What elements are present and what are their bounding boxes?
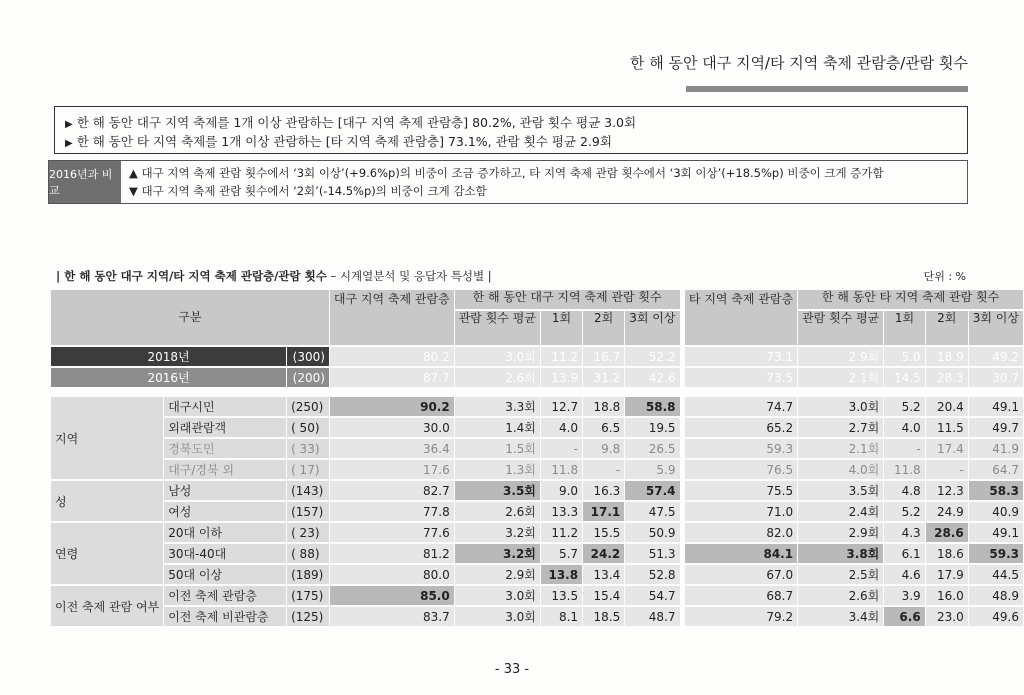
table-cell: 3.2회 [455, 544, 540, 563]
row-count: (175) [287, 586, 329, 605]
table-cell: 18.9 [926, 347, 968, 366]
table-cell: 52.8 [625, 565, 679, 584]
table-cell: 26.5 [625, 439, 679, 458]
table-cell: 50.9 [625, 523, 679, 542]
table-cell: 84.1 [685, 544, 797, 563]
table-cell: 3.8회 [798, 544, 883, 563]
row-count: (125) [287, 607, 329, 626]
triangle-right-icon: ▶ [65, 138, 73, 149]
table-cell: 57.4 [625, 481, 679, 500]
table-cell: 16.3 [583, 481, 624, 500]
column-gap [681, 368, 684, 387]
table-cell: 5.9 [625, 460, 679, 479]
row-count: (200) [287, 368, 329, 387]
table-cell: 65.2 [685, 418, 797, 437]
table-cell: - [926, 460, 968, 479]
table-cell: 24.2 [583, 544, 624, 563]
table-cell: 73.5 [685, 368, 797, 387]
table-cell: 2.6회 [455, 368, 540, 387]
header-avg: 관람 횟수 평균 [455, 311, 540, 345]
row-label: 대구/경북 외 [164, 460, 286, 479]
group-label: 이전 축제 관람 여부 [51, 586, 163, 626]
column-gap [681, 565, 684, 584]
column-gap [681, 607, 684, 626]
row-count: (157) [287, 502, 329, 521]
table-cell: 18.6 [926, 544, 968, 563]
table-cell: 11.8 [884, 460, 924, 479]
table-cell: 16.0 [926, 586, 968, 605]
table-cell: 51.3 [625, 544, 679, 563]
row-count: (300) [287, 347, 329, 366]
table-cell: 1.3회 [455, 460, 540, 479]
row-count: (250) [287, 397, 329, 416]
row-label: 이전 축제 비관람층 [164, 607, 286, 626]
column-gap [681, 439, 684, 458]
table-cell: 49.1 [969, 523, 1023, 542]
column-gap [681, 347, 684, 366]
table-cell: 8.1 [541, 607, 582, 626]
table-cell: 20.4 [926, 397, 968, 416]
table-cell: 19.5 [625, 418, 679, 437]
row-label: 여성 [164, 502, 286, 521]
year-row [51, 347, 1023, 366]
table-cell: 9.0 [541, 481, 582, 500]
table-cell: 77.6 [330, 523, 454, 542]
table-row [51, 439, 1023, 458]
table-body [51, 347, 1023, 626]
table-cell: 13.5 [541, 586, 582, 605]
row-label: 외래관람객 [164, 418, 286, 437]
header-c1: 1회 [884, 311, 924, 345]
table-cell: 73.1 [685, 347, 797, 366]
table-cell: 48.9 [969, 586, 1023, 605]
table-cell: 4.0회 [798, 460, 883, 479]
table-row [51, 586, 1023, 605]
group-label: 성 [51, 481, 163, 521]
header-c2: 2회 [583, 311, 624, 345]
table-cell: 49.6 [969, 607, 1023, 626]
table-cell: 3.3회 [455, 397, 540, 416]
table-cell: 85.0 [330, 586, 454, 605]
table-cell: 64.7 [969, 460, 1023, 479]
table-cell: 3.0회 [798, 397, 883, 416]
table-cell: 11.8 [541, 460, 582, 479]
row-label: 이전 축제 관람층 [164, 586, 286, 605]
header-c3: 3회 이상 [625, 311, 679, 345]
table-cell: 54.7 [625, 586, 679, 605]
table-cell: 23.0 [926, 607, 968, 626]
table-cell: 80.2 [330, 347, 454, 366]
table-cell: 18.5 [583, 607, 624, 626]
table-cell: 2.6회 [455, 502, 540, 521]
row-count: (189) [287, 565, 329, 584]
table-cell: 90.2 [330, 397, 454, 416]
column-gap [681, 481, 684, 500]
header-c1: 1회 [541, 311, 582, 345]
table-cell: 12.3 [926, 481, 968, 500]
table-cell: 2.1회 [798, 439, 883, 458]
table-cell: 3.0회 [455, 607, 540, 626]
table-cell: 24.9 [926, 502, 968, 521]
row-count: ( 33) [287, 439, 329, 458]
table-cell: 11.2 [541, 347, 582, 366]
table-cell: 18.8 [583, 397, 624, 416]
table-cell: - [541, 439, 582, 458]
table-cell: 17.9 [926, 565, 968, 584]
table-cell: 48.7 [625, 607, 679, 626]
table-cell: 17.1 [583, 502, 624, 521]
summary-box [54, 106, 968, 154]
compare-line: ▲ 대구 지역 축제 관람 횟수에서 ‘3회 이상’(+9.6%p)의 비중이 조금 증가하고, 타 지역 축제 관람 횟수에서 ‘3회 이상’(+18.5%p) 비중이 크게 증가함 [129, 166, 884, 180]
table-cell: 79.2 [685, 607, 797, 626]
table-cell: 15.4 [583, 586, 624, 605]
table-cell: 41.9 [969, 439, 1023, 458]
table-cell: 59.3 [969, 544, 1023, 563]
row-label: 경북도민 [164, 439, 286, 458]
header-c2: 2회 [926, 311, 968, 345]
table-cell: 12.7 [541, 397, 582, 416]
table-cell: 13.3 [541, 502, 582, 521]
table-cell: 28.3 [926, 368, 968, 387]
table-cell: 83.7 [330, 607, 454, 626]
table-cell: 2.6회 [798, 586, 883, 605]
table-cell: 5.7 [541, 544, 582, 563]
table-cell: 2.9회 [798, 347, 883, 366]
row-count: ( 23) [287, 523, 329, 542]
table-cell: 6.6 [884, 607, 924, 626]
data-table [50, 288, 1024, 628]
header-other-rate: 타 지역 축제 관람층 [685, 290, 797, 345]
column-gap [681, 586, 684, 605]
header-row [51, 290, 1023, 309]
row-count: ( 50) [287, 418, 329, 437]
summary-line: ▶ 한 해 동안 대구 지역 축제를 1개 이상 관람하는 [대구 지역 축제 관람층] 80.2%, 관람 횟수 평균 3.0회 [65, 115, 637, 130]
table-cell: 14.5 [884, 368, 924, 387]
table-cell: 17.4 [926, 439, 968, 458]
row-count: ( 17) [287, 460, 329, 479]
table-cell: 2.7회 [798, 418, 883, 437]
table-cell: 4.3 [884, 523, 924, 542]
header-daegu-group: 한 해 동안 대구 지역 축제 관람 횟수 [455, 290, 680, 309]
header-gubun: 구분 [51, 290, 329, 345]
table-cell: 81.2 [330, 544, 454, 563]
table-cell: 30.7 [969, 368, 1023, 387]
table-cell: 15.5 [583, 523, 624, 542]
table-cell: 49.7 [969, 418, 1023, 437]
table-cell: 71.0 [685, 502, 797, 521]
table-cell: 49.2 [969, 347, 1023, 366]
year-row [51, 368, 1023, 387]
header-c3: 3회 이상 [969, 311, 1023, 345]
table-cell: 80.0 [330, 565, 454, 584]
summary-line: ▶ 한 해 동안 타 지역 축제를 1개 이상 관람하는 [타 지역 축제 관람층] 73.1%, 관람 횟수 평균 2.9회 [65, 134, 612, 149]
table-cell: 31.2 [583, 368, 624, 387]
compare-line: ▼ 대구 지역 축제 관람 횟수에서 ‘2회’(-14.5%p)의 비중이 크게 감소함 [129, 184, 487, 198]
table-cell: 3.5회 [798, 481, 883, 500]
table-row [51, 544, 1023, 563]
table-cell: 16.7 [583, 347, 624, 366]
row-label: 대구시민 [164, 397, 286, 416]
triangle-right-icon: ▶ [65, 119, 73, 130]
row-count: ( 88) [287, 544, 329, 563]
table-cell: 4.0 [541, 418, 582, 437]
table-cell: 2.9회 [798, 523, 883, 542]
column-gap [681, 502, 684, 521]
table-cell: 58.8 [625, 397, 679, 416]
table-cell: 11.2 [541, 523, 582, 542]
table-cell: 87.7 [330, 368, 454, 387]
table-cell: 42.6 [625, 368, 679, 387]
table-cell: 3.0회 [455, 347, 540, 366]
table-cell: 6.1 [884, 544, 924, 563]
table-cell: 40.9 [969, 502, 1023, 521]
title-rule [686, 86, 968, 92]
row-label: 2016년 [51, 368, 286, 387]
table-cell: - [884, 439, 924, 458]
row-label: 2018년 [51, 347, 286, 366]
table-cell: 82.7 [330, 481, 454, 500]
row-label: 20대 이하 [164, 523, 286, 542]
table-cell: - [583, 460, 624, 479]
table-cell: 3.2회 [455, 523, 540, 542]
table-cell: 67.0 [685, 565, 797, 584]
table-cell: 52.2 [625, 347, 679, 366]
group-label: 지역 [51, 397, 163, 479]
table-cell: 2.5회 [798, 565, 883, 584]
table-cell: 77.8 [330, 502, 454, 521]
header-daegu-rate: 대구 지역 축제 관람층 [330, 290, 454, 345]
table-cell: 75.5 [685, 481, 797, 500]
table-cell: 13.4 [583, 565, 624, 584]
table-cell: 59.3 [685, 439, 797, 458]
header-avg: 관람 횟수 평균 [798, 311, 883, 345]
column-gap [681, 544, 684, 563]
table-cell: 49.1 [969, 397, 1023, 416]
table-cell: 5.2 [884, 502, 924, 521]
row-label: 남성 [164, 481, 286, 500]
page-number: - 33 - [494, 662, 530, 677]
table-cell: 68.7 [685, 586, 797, 605]
table-cell: 4.6 [884, 565, 924, 584]
table-row [51, 502, 1023, 521]
table-cell: 76.5 [685, 460, 797, 479]
unit-label: 단위 : % [923, 270, 966, 283]
table-row [51, 418, 1023, 437]
table-title: | 한 해 동안 대구 지역/타 지역 축제 관람층/관람 횟수 – 시계열분석 및 응답자 특성별 | [56, 269, 492, 283]
table-cell: 28.6 [926, 523, 968, 542]
table-cell: 13.8 [541, 565, 582, 584]
column-gap [681, 523, 684, 542]
table-cell: 2.1회 [798, 368, 883, 387]
table-cell: 36.4 [330, 439, 454, 458]
table-cell: 3.5회 [455, 481, 540, 500]
table-cell: 47.5 [625, 502, 679, 521]
page-title: 한 해 동안 대구 지역/타 지역 축제 관람층/관람 횟수 [629, 54, 968, 72]
table-cell: 1.4회 [455, 418, 540, 437]
table-cell: 3.9 [884, 586, 924, 605]
column-gap [681, 397, 684, 416]
table-cell: 6.5 [583, 418, 624, 437]
table-cell: 9.8 [583, 439, 624, 458]
table-row [51, 460, 1023, 479]
row-label: 50대 이상 [164, 565, 286, 584]
table-row [51, 397, 1023, 416]
table-cell: 3.4회 [798, 607, 883, 626]
table-cell: 11.5 [926, 418, 968, 437]
table-cell: 44.5 [969, 565, 1023, 584]
table-row [51, 607, 1023, 626]
group-label: 연령 [51, 523, 163, 584]
table-cell: 30.0 [330, 418, 454, 437]
table-cell: 17.6 [330, 460, 454, 479]
compare-tag: 2016년과 비교 [49, 161, 121, 203]
table-cell: 5.0 [884, 347, 924, 366]
table-cell: 2.9회 [455, 565, 540, 584]
header-other-group: 한 해 동안 타 지역 축제 관람 횟수 [798, 290, 1023, 309]
table-cell: 1.5회 [455, 439, 540, 458]
column-gap [681, 460, 684, 479]
table-cell: 2.4회 [798, 502, 883, 521]
table-cell: 82.0 [685, 523, 797, 542]
row-label: 30대-40대 [164, 544, 286, 563]
table-cell: 5.2 [884, 397, 924, 416]
table-cell: 74.7 [685, 397, 797, 416]
table-cell: 3.0회 [455, 586, 540, 605]
table-cell: 58.3 [969, 481, 1023, 500]
table-row [51, 523, 1023, 542]
table-cell: 4.8 [884, 481, 924, 500]
row-count: (143) [287, 481, 329, 500]
table-row [51, 481, 1023, 500]
table-row [51, 565, 1023, 584]
table-cell: 13.9 [541, 368, 582, 387]
column-gap [681, 418, 684, 437]
table-cell: 4.0 [884, 418, 924, 437]
compare-box [48, 160, 968, 204]
